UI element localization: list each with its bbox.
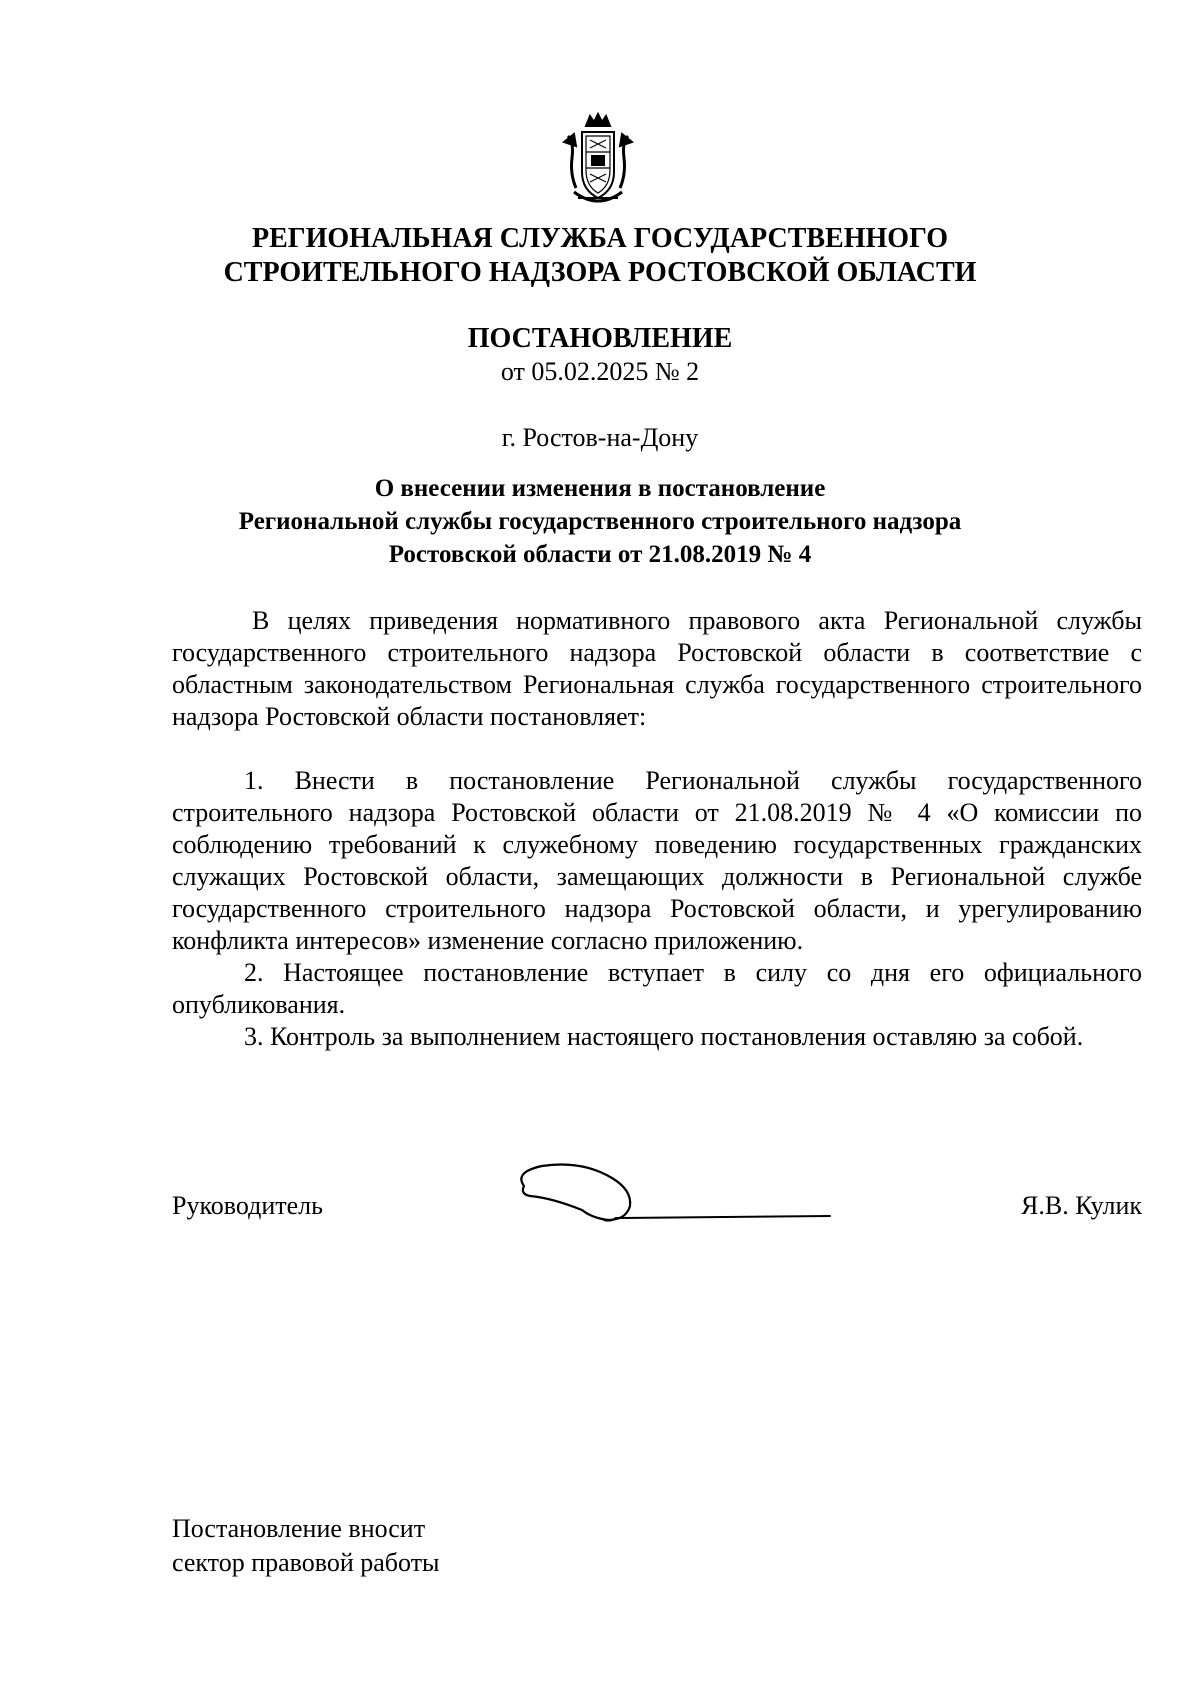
- subject-line-1: О внесении изменения в постановление: [374, 475, 826, 502]
- handwritten-signature-icon: [512, 1158, 842, 1238]
- document-date-number: от 05.02.2025 № 2: [500, 357, 700, 386]
- resolution-item-3: 3. Контроль за выполнением настоящего постановления оставляю за собой.: [244, 1022, 1084, 1051]
- resolution-items: [172, 765, 1142, 1053]
- document-city: г. Ростов-на-Дону: [501, 423, 699, 452]
- signatory-title: Руководитель: [172, 1191, 323, 1220]
- document-subject: [100, 472, 1100, 571]
- subject-line-2: Региональной службы государственного строительного надзора: [238, 508, 962, 535]
- coat-of-arms-icon: [560, 112, 636, 212]
- preamble-paragraph: В целях приведения нормативного правового акта Региональной службы государственного строительного надзора Ростовской области в соответствие с областным законодательством Региональная служба государственного строительного надзора Ростовской области постановляет:: [172, 606, 1142, 731]
- organization-name-line-2: СТРОИТЕЛЬНОГО НАДЗОРА РОСТОВСКОЙ ОБЛАСТИ: [223, 257, 977, 288]
- resolution-item-2: 2. Настоящее постановление вступает в силу со дня его официального опубликования.: [172, 958, 1142, 1019]
- document-type: ПОСТАНОВЛЕНИЕ: [467, 323, 733, 354]
- footer-line-1: Постановление вносит: [172, 1514, 426, 1543]
- footer-line-2: сектор правовой работы: [172, 1548, 440, 1577]
- signatory-name: Я.В. Кулик: [1021, 1191, 1142, 1220]
- footer-note: [172, 1512, 440, 1580]
- resolution-item-1: 1. Внести в постановление Региональной службы государственного строительного надзора Ростовской области от 21.08.2019 № 4 «О комиссии по соблюдению требований к служебному поведению государственных гражданских служащих Ростовской области, замещающих должности в Региональной службе государственного строительного надзора Ростовской области, и урегулированию конфликта интересов» изменение согласно приложению.: [172, 766, 1142, 955]
- subject-line-3: Ростовской области от 21.08.2019 № 4: [388, 541, 812, 568]
- organization-name-line-1: РЕГИОНАЛЬНАЯ СЛУЖБА ГОСУДАРСТВЕННОГО: [252, 223, 948, 254]
- organization-name: [100, 222, 1100, 290]
